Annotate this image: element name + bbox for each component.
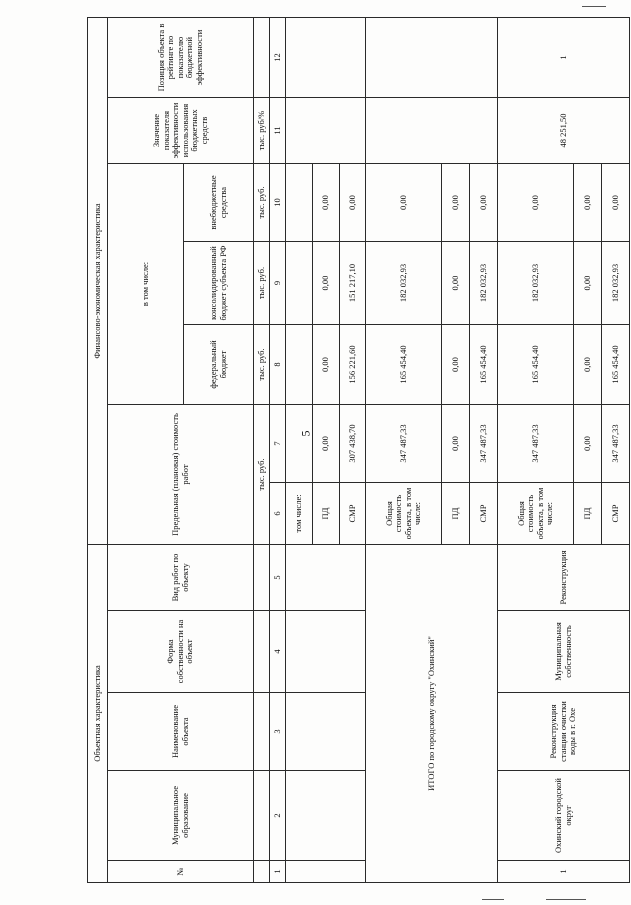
federal-value: 0,00 xyxy=(442,325,470,405)
row-label: Общая стоимость объекта, в том числе: xyxy=(366,483,442,545)
object-characteristics-header: Объектная характеристика xyxy=(88,545,108,883)
finance-characteristics-header: Финансово-экономическая характеристика xyxy=(88,17,108,544)
total-value: 347 487,33 xyxy=(602,405,630,483)
extra-value: 0,00 xyxy=(313,164,340,242)
investment-table xyxy=(87,17,630,883)
row-label: СМР xyxy=(339,483,366,545)
object-municipality: Охинский городской округ xyxy=(498,771,630,861)
federal-value: 165 454,40 xyxy=(498,325,574,405)
total-value: 347 487,33 xyxy=(470,405,498,483)
regional-value: 182 032,93 xyxy=(498,242,574,325)
page-number: 5 xyxy=(298,430,313,437)
table-row xyxy=(366,17,442,882)
efficiency-header: Значение показателя эффективности использования бюджетных средств xyxy=(108,98,254,164)
header-group-row xyxy=(88,17,108,882)
row-label: ПД xyxy=(313,483,340,545)
extra-value: 0,00 xyxy=(574,164,602,242)
scan-mark xyxy=(582,6,606,7)
column-number: 7 xyxy=(269,405,285,483)
federal-value: 165 454,40 xyxy=(602,325,630,405)
total-value: 0,00 xyxy=(574,405,602,483)
ownership-header: Форма собственности на объект xyxy=(108,611,254,693)
federal-value: 0,00 xyxy=(574,325,602,405)
column-number: 11 xyxy=(269,98,285,164)
row-label: СМР xyxy=(602,483,630,545)
regional-value: 182 032,93 xyxy=(602,242,630,325)
object-rating: 1 xyxy=(498,17,630,97)
column-number: 9 xyxy=(269,242,285,325)
extra-value: 0,00 xyxy=(366,164,442,242)
extra-value: 0,00 xyxy=(602,164,630,242)
regional-value: 182 032,93 xyxy=(366,242,442,325)
row-label: Общая стоимость объекта, в том числе: xyxy=(498,483,574,545)
max-cost-header: Предельная (плановая) стоимость работ xyxy=(108,405,254,545)
extra-value: 0,00 xyxy=(470,164,498,242)
including-header: в том числе: xyxy=(108,164,184,405)
extra-unit: тыс. руб. xyxy=(254,164,270,242)
rotated-table-wrapper xyxy=(87,18,630,883)
row-label: ПД xyxy=(574,483,602,545)
okhinsky-total-title: ИТОГО по городскому округу "Охинский" xyxy=(366,545,498,883)
extra-header: внебюджетные средства xyxy=(184,164,254,242)
total-value: 307 438,70 xyxy=(339,405,366,483)
federal-unit: тыс. руб. xyxy=(254,325,270,405)
units-row xyxy=(254,17,270,882)
scan-mark xyxy=(482,899,504,900)
federal-value xyxy=(286,325,313,405)
table-row xyxy=(498,17,574,882)
object-ownership: Муниципальная собственность xyxy=(498,611,630,693)
object-efficiency: 48 251,50 xyxy=(498,98,630,164)
column-numbers-row xyxy=(269,17,285,882)
table-row xyxy=(286,17,313,882)
max-cost-unit: тыс. руб. xyxy=(254,405,270,545)
federal-value: 165 454,40 xyxy=(470,325,498,405)
federal-value: 0,00 xyxy=(313,325,340,405)
column-number: 4 xyxy=(269,611,285,693)
federal-header: федеральный бюджет xyxy=(184,325,254,405)
regional-value: 0,00 xyxy=(574,242,602,325)
no-header: № xyxy=(108,861,254,883)
row-label: ПД xyxy=(442,483,470,545)
object-no: 1 xyxy=(498,861,630,883)
column-number: 1 xyxy=(269,861,285,883)
total-value: 0,00 xyxy=(313,405,340,483)
regional-value: 151 217,10 xyxy=(339,242,366,325)
regional-unit: тыс. руб. xyxy=(254,242,270,325)
extra-value: 0,00 xyxy=(498,164,574,242)
total-value xyxy=(286,405,313,483)
extra-value xyxy=(286,164,313,242)
column-number: 6 xyxy=(269,483,285,545)
object-name: Реконструкция станции очистки воды в г. Охе xyxy=(498,693,630,771)
efficiency-unit: тыс. руб/% xyxy=(254,98,270,164)
header-row xyxy=(108,17,184,882)
object-work-type: Реконструкция xyxy=(498,545,630,611)
regional-value: 182 032,93 xyxy=(470,242,498,325)
column-number: 3 xyxy=(269,693,285,771)
total-value: 347 487,33 xyxy=(498,405,574,483)
total-value: 347 487,33 xyxy=(366,405,442,483)
column-number: 10 xyxy=(269,164,285,242)
row-label: СМР xyxy=(470,483,498,545)
total-value: 0,00 xyxy=(442,405,470,483)
column-number: 8 xyxy=(269,325,285,405)
regional-value: 0,00 xyxy=(313,242,340,325)
column-number: 2 xyxy=(269,771,285,861)
regional-header: консолидированный бюджет субъекта РФ xyxy=(184,242,254,325)
object-name-header: Наименование объекта xyxy=(108,693,254,771)
extra-value: 0,00 xyxy=(442,164,470,242)
rating-header: Позиция объекта в рейтинге по показателю бюджетной эффективности xyxy=(108,17,254,97)
federal-value: 165 454,40 xyxy=(366,325,442,405)
regional-value xyxy=(286,242,313,325)
scan-mark xyxy=(546,899,586,900)
extra-value: 0,00 xyxy=(339,164,366,242)
federal-value: 156 221,60 xyxy=(339,325,366,405)
column-number: 5 xyxy=(269,545,285,611)
row-label: том числе: xyxy=(286,483,313,545)
regional-value: 0,00 xyxy=(442,242,470,325)
work-type-header: Вид работ по объекту xyxy=(108,545,254,611)
municipality-header: Муниципальное образование xyxy=(108,771,254,861)
column-number: 12 xyxy=(269,17,285,97)
